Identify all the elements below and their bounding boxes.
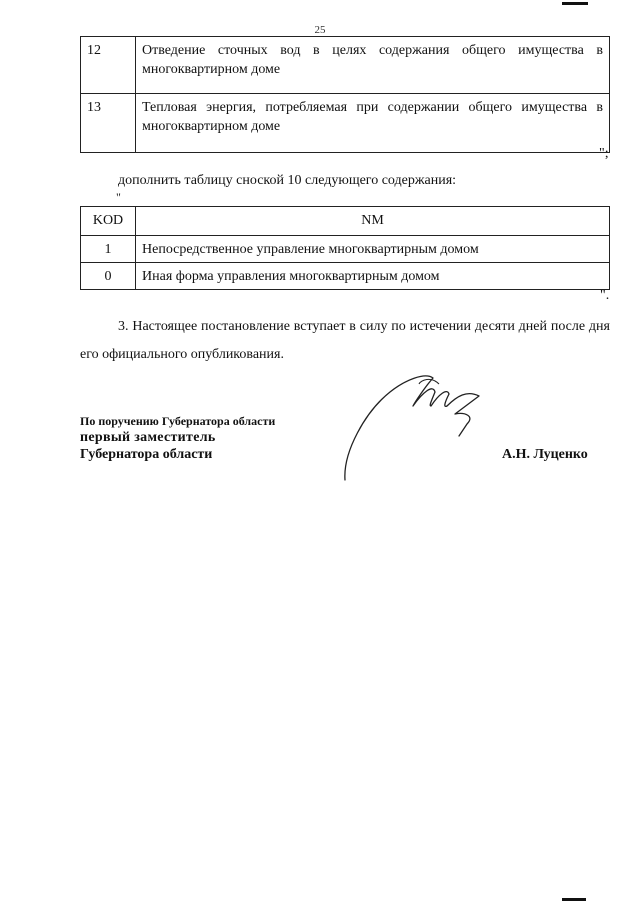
row-number: 12 <box>81 37 136 94</box>
header-name: NM <box>136 207 610 236</box>
management-table <box>80 206 610 290</box>
scan-mark-top <box>562 2 588 5</box>
row-number: 13 <box>81 94 136 153</box>
row-code: 0 <box>81 263 136 290</box>
row-code: 1 <box>81 236 136 263</box>
table-row <box>81 263 610 290</box>
signature-assignment: По поручению Губернатора области <box>80 414 276 428</box>
closing-quote: "; <box>599 146 609 161</box>
row-text: Отведение сточных вод в целях содержания общего имущества в многоквартирном доме <box>136 37 610 94</box>
opening-quote: " <box>116 190 121 204</box>
row-name: Иная форма управления многоквартирным домом <box>136 263 610 290</box>
paragraph-text: 3. Настоящее постановление вступает в силу по истечении десяти дней после дня его официального опубликования. <box>80 319 610 362</box>
table-header-row <box>81 207 610 236</box>
intro-text: дополнить таблицу сноской 10 следующего содержания: <box>118 173 457 188</box>
handwritten-signature <box>335 362 495 482</box>
page-number: 25 <box>314 24 326 36</box>
closing-quote: ". <box>600 288 610 303</box>
table-row <box>81 94 610 153</box>
services-table <box>80 36 610 153</box>
table-row <box>81 236 610 263</box>
header-code: KOD <box>81 207 136 236</box>
effective-date-paragraph <box>80 313 610 369</box>
table-row <box>81 37 610 94</box>
row-name: Непосредственное управление многоквартирным домом <box>136 236 610 263</box>
signatory-name: А.Н. Луценко <box>502 447 588 462</box>
row-text: Тепловая энергия, потребляемая при содержании общего имущества в многоквартирном доме <box>136 94 610 153</box>
signatory-title: первый заместитель <box>80 430 216 445</box>
signatory-title: Губернатора области <box>80 447 213 462</box>
scan-mark-bottom <box>562 898 586 901</box>
